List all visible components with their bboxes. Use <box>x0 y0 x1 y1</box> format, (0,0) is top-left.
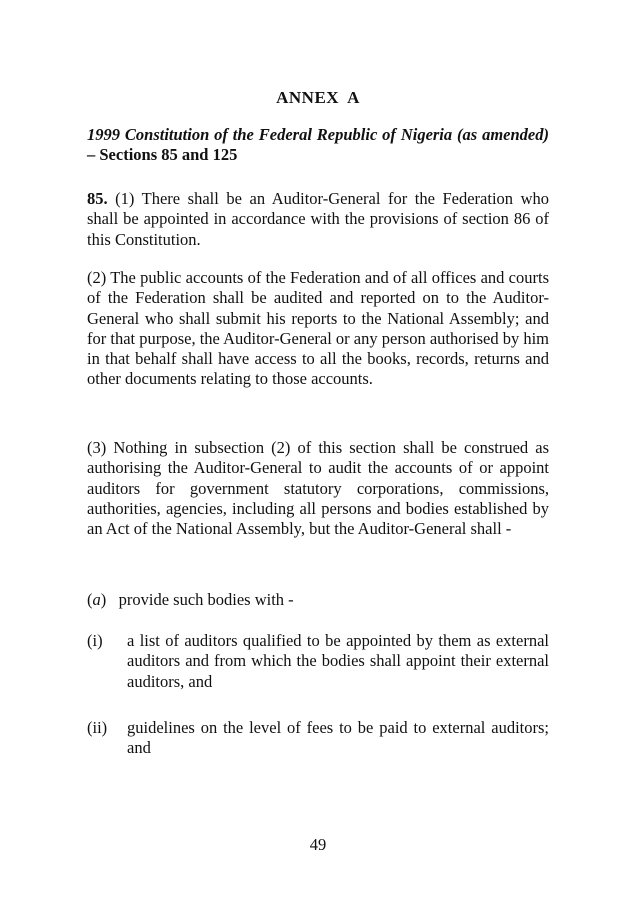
item-ii <box>87 718 549 759</box>
document-page <box>87 0 549 903</box>
item-ii-label: (ii) <box>87 718 108 737</box>
item-i-text: a list of auditors qualified to be appointed by them as external auditors and from which the bodies shall appoint their external auditors, and <box>127 631 549 691</box>
item-i <box>87 631 549 692</box>
annex-letter: A <box>347 88 360 107</box>
subsection-1-text: (1) There shall be an Auditor-General for the Federation who shall be appointed in accordance with the provisions of section 86 of this Constitution. <box>87 189 549 249</box>
section-85-subsection-1 <box>87 189 549 250</box>
section-85-subsection-3: (3) Nothing in subsection (2) of this section shall be construed as authorising the Auditor-General to audit the accounts of or appoint auditors for government statutory corporations, commissions, authorities, agencies, including all persons and bodies established by an Act of the National Assembly, but the Auditor-General shall - <box>87 438 549 539</box>
paragraph-a-label: (a) <box>87 590 107 609</box>
page-number: 49 <box>309 835 327 854</box>
item-ii-text: guidelines on the level of fees to be paid to external auditors; and <box>127 718 549 758</box>
annex-label: ANNEX <box>276 88 340 107</box>
paragraph-a-text: provide such bodies with - <box>118 590 294 609</box>
paragraph-a <box>87 590 294 610</box>
title-sections: – Sections 85 and 125 <box>87 145 238 165</box>
document-title <box>87 125 549 166</box>
item-i-label: (i) <box>87 631 103 650</box>
annex-heading <box>87 88 549 108</box>
section-number: 85. <box>87 189 108 208</box>
section-85-subsection-2: (2) The public accounts of the Federation and of all offices and courts of the Federation shall be audited and reported on to the Auditor-General who shall submit his reports to the National Assembly; and for that purpose, the Auditor-General or any person authorised by him in that behalf shall have access to all the books, records, returns and other documents relating to those accounts. <box>87 268 550 389</box>
title-italic: 1999 Constitution of the Federal Republic of Nigeria (as amended) <box>87 125 549 144</box>
